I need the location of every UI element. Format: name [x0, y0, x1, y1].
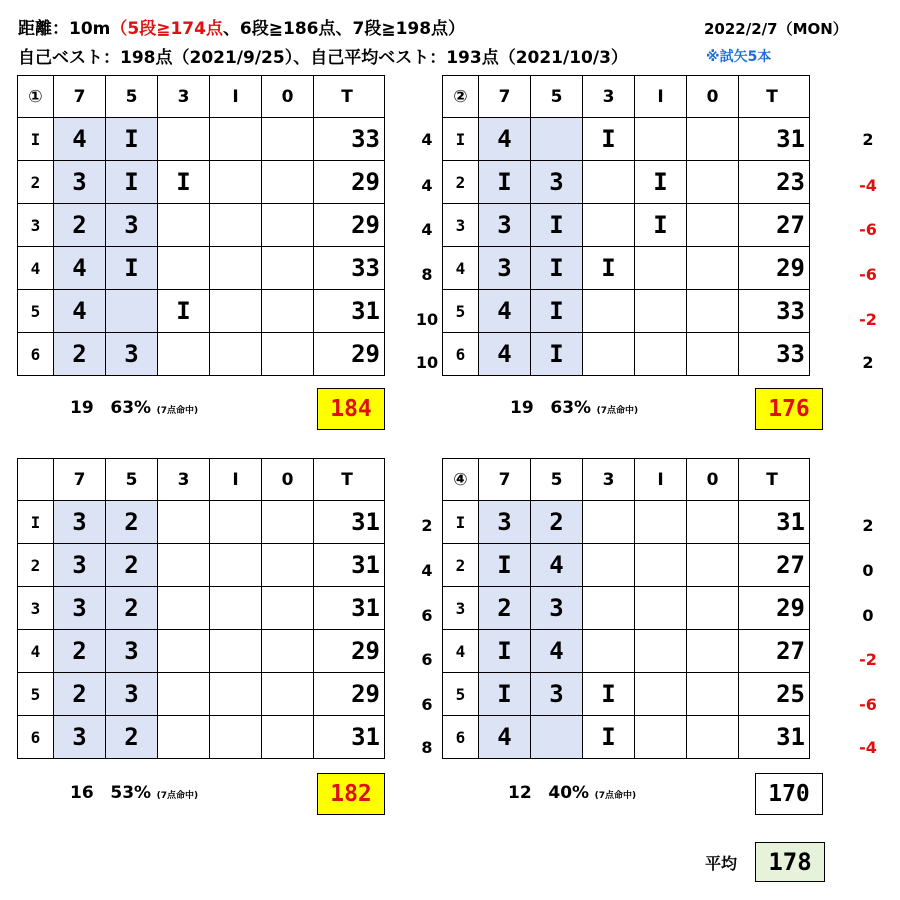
col-3: 3 — [583, 459, 635, 501]
count-3 — [158, 501, 210, 544]
count-0 — [262, 247, 314, 290]
end-number: 6 — [443, 333, 479, 376]
count-0 — [687, 290, 739, 333]
count-7: 3 — [54, 587, 106, 630]
count-1 — [635, 587, 687, 630]
count-0 — [262, 161, 314, 204]
count-1 — [210, 544, 262, 587]
side-note: 4 — [421, 561, 433, 580]
end-number: 5 — [18, 673, 54, 716]
col-5: 5 — [106, 76, 158, 118]
count-5: I — [531, 290, 583, 333]
col-1: I — [210, 459, 262, 501]
count-0 — [262, 673, 314, 716]
count-1 — [210, 161, 262, 204]
table-row — [443, 290, 810, 333]
table-row — [18, 118, 385, 161]
table-row — [443, 544, 810, 587]
count-3: I — [583, 118, 635, 161]
side-note: 6 — [421, 695, 433, 714]
table-row — [443, 630, 810, 673]
count-3: I — [158, 290, 210, 333]
table-row — [443, 716, 810, 759]
score-sheet-4 — [442, 458, 810, 759]
count-3: I — [583, 716, 635, 759]
score-table-4 — [442, 458, 810, 759]
table-header-row — [443, 459, 810, 501]
col-total: T — [739, 459, 810, 501]
table-header-row — [443, 76, 810, 118]
col-0: 0 — [262, 459, 314, 501]
count-3 — [583, 204, 635, 247]
count-5: I — [106, 161, 158, 204]
count-5: 3 — [106, 630, 158, 673]
end-total: 33 — [739, 333, 810, 376]
sheet-total-2: 176 — [755, 388, 823, 430]
count-5: 3 — [531, 161, 583, 204]
side-note: 4 — [421, 176, 433, 195]
count-0 — [262, 333, 314, 376]
side-note: 4 — [421, 220, 433, 239]
hit-summary-3 — [70, 783, 198, 803]
count-3 — [158, 587, 210, 630]
end-number: 5 — [18, 290, 54, 333]
count-7: 2 — [54, 204, 106, 247]
end-total: 27 — [739, 204, 810, 247]
count-5: I — [531, 247, 583, 290]
sheet-total-3: 182 — [317, 773, 385, 815]
end-total: 31 — [739, 501, 810, 544]
end-number: 5 — [443, 290, 479, 333]
col-0: 0 — [687, 76, 739, 118]
table-row — [18, 333, 385, 376]
count-0 — [687, 587, 739, 630]
end-number: I — [443, 501, 479, 544]
count-1 — [210, 630, 262, 673]
count-1 — [635, 290, 687, 333]
table-row — [443, 673, 810, 716]
count-5: 2 — [106, 544, 158, 587]
hit-percent: 63% — [110, 398, 152, 418]
count-5: 3 — [106, 204, 158, 247]
end-number: 3 — [443, 204, 479, 247]
table-row — [18, 673, 385, 716]
hit-note: (7点命中) — [156, 406, 199, 416]
end-number: 2 — [443, 544, 479, 587]
side-note: 2 — [421, 516, 433, 535]
table-row — [18, 204, 385, 247]
end-number: 2 — [18, 161, 54, 204]
count-0 — [262, 501, 314, 544]
count-0 — [687, 333, 739, 376]
side-note: 4 — [421, 130, 433, 149]
hit-count: 19 — [70, 398, 94, 418]
end-number: I — [18, 118, 54, 161]
count-7: 2 — [54, 673, 106, 716]
col-7: 7 — [54, 459, 106, 501]
end-total: 29 — [314, 630, 385, 673]
count-0 — [687, 501, 739, 544]
end-number: 3 — [18, 204, 54, 247]
end-total: 33 — [314, 247, 385, 290]
col-5: 5 — [531, 76, 583, 118]
end-number: 4 — [18, 630, 54, 673]
count-7: 4 — [54, 247, 106, 290]
end-total: 31 — [314, 290, 385, 333]
diff-value: 2 — [862, 130, 874, 149]
count-7: 4 — [54, 290, 106, 333]
count-1 — [210, 333, 262, 376]
count-5: 3 — [106, 673, 158, 716]
hit-count: 19 — [510, 398, 534, 418]
diff-value: -6 — [859, 695, 877, 714]
end-number: 2 — [443, 161, 479, 204]
count-0 — [687, 673, 739, 716]
count-0 — [687, 118, 739, 161]
end-number: 4 — [443, 247, 479, 290]
count-7: 4 — [479, 118, 531, 161]
count-1 — [210, 716, 262, 759]
side-note: 6 — [421, 606, 433, 625]
table-row — [18, 544, 385, 587]
col-1: I — [635, 76, 687, 118]
col-7: 7 — [479, 459, 531, 501]
end-total: 31 — [739, 118, 810, 161]
count-1 — [635, 544, 687, 587]
count-7: 3 — [479, 501, 531, 544]
count-7: I — [479, 673, 531, 716]
count-5: 2 — [106, 587, 158, 630]
count-3 — [158, 630, 210, 673]
count-3 — [583, 333, 635, 376]
round-marker — [18, 459, 54, 501]
count-3 — [158, 673, 210, 716]
count-3 — [583, 544, 635, 587]
end-total: 31 — [314, 587, 385, 630]
count-3 — [158, 716, 210, 759]
diff-value: -2 — [859, 650, 877, 669]
hit-summary-4 — [508, 783, 636, 803]
end-total: 27 — [739, 630, 810, 673]
count-0 — [687, 630, 739, 673]
grade-thresholds: 、6段≧186点、7段≧198点） — [222, 19, 466, 39]
table-row — [443, 501, 810, 544]
hit-note: (7点命中) — [156, 791, 199, 801]
end-total: 27 — [739, 544, 810, 587]
count-7: I — [479, 630, 531, 673]
col-7: 7 — [479, 76, 531, 118]
side-note: 6 — [421, 650, 433, 669]
diff-value: 0 — [862, 606, 874, 625]
table-row — [443, 587, 810, 630]
table-row — [443, 247, 810, 290]
round-marker: ① — [18, 76, 54, 118]
end-total: 29 — [314, 673, 385, 716]
end-number: 5 — [443, 673, 479, 716]
col-total: T — [314, 459, 385, 501]
end-total: 33 — [739, 290, 810, 333]
count-3 — [158, 544, 210, 587]
count-7: I — [479, 161, 531, 204]
count-5: 2 — [531, 501, 583, 544]
count-3 — [583, 501, 635, 544]
count-0 — [262, 587, 314, 630]
table-row — [443, 118, 810, 161]
count-0 — [687, 716, 739, 759]
table-row — [18, 716, 385, 759]
end-number: I — [18, 501, 54, 544]
count-1 — [210, 587, 262, 630]
count-7: 3 — [54, 544, 106, 587]
score-sheet-3 — [17, 458, 385, 759]
count-0 — [687, 247, 739, 290]
count-3 — [158, 118, 210, 161]
average-value: 178 — [755, 842, 825, 882]
count-3 — [583, 161, 635, 204]
end-number: 3 — [443, 587, 479, 630]
count-1 — [210, 118, 262, 161]
side-note: 8 — [421, 265, 433, 284]
count-7: 3 — [479, 247, 531, 290]
end-number: 6 — [18, 716, 54, 759]
hit-percent: 40% — [548, 783, 590, 803]
score-sheet-2 — [442, 75, 810, 376]
count-7: 4 — [54, 118, 106, 161]
count-5 — [106, 290, 158, 333]
hit-note: (7点命中) — [594, 791, 637, 801]
end-total: 31 — [314, 716, 385, 759]
count-3 — [158, 204, 210, 247]
count-1 — [210, 501, 262, 544]
end-total: 29 — [314, 204, 385, 247]
table-row — [443, 333, 810, 376]
table-row — [443, 204, 810, 247]
table-row — [443, 161, 810, 204]
count-0 — [687, 544, 739, 587]
diff-value: -4 — [859, 738, 877, 757]
count-3 — [583, 587, 635, 630]
end-number: 6 — [443, 716, 479, 759]
session-date: 2022/2/7（MON） — [704, 20, 848, 38]
col-3: 3 — [158, 76, 210, 118]
end-number: 3 — [18, 587, 54, 630]
count-5: 3 — [106, 333, 158, 376]
count-1 — [210, 204, 262, 247]
col-5: 5 — [106, 459, 158, 501]
count-0 — [262, 544, 314, 587]
count-3 — [158, 333, 210, 376]
count-5: I — [106, 118, 158, 161]
count-1 — [210, 290, 262, 333]
count-0 — [262, 204, 314, 247]
warmup-note: ※試矢5本 — [706, 49, 772, 65]
end-number: 4 — [18, 247, 54, 290]
count-7: 3 — [54, 716, 106, 759]
end-total: 31 — [314, 544, 385, 587]
count-7: 2 — [54, 333, 106, 376]
diff-value: 2 — [862, 353, 874, 372]
col-3: 3 — [583, 76, 635, 118]
col-total: T — [739, 76, 810, 118]
count-3: I — [583, 673, 635, 716]
diff-value: -6 — [859, 265, 877, 284]
count-3 — [583, 630, 635, 673]
count-5: I — [531, 333, 583, 376]
diff-value: -4 — [859, 176, 877, 195]
count-7: I — [479, 544, 531, 587]
count-0 — [262, 716, 314, 759]
count-3 — [158, 247, 210, 290]
diff-value: 0 — [862, 561, 874, 580]
count-5: 3 — [531, 587, 583, 630]
count-7: 2 — [54, 630, 106, 673]
count-0 — [687, 204, 739, 247]
end-total: 29 — [314, 161, 385, 204]
col-3: 3 — [158, 459, 210, 501]
count-5: 4 — [531, 630, 583, 673]
end-number: 4 — [443, 630, 479, 673]
count-0 — [262, 118, 314, 161]
table-row — [18, 290, 385, 333]
hit-percent: 63% — [550, 398, 592, 418]
count-5: 4 — [531, 544, 583, 587]
count-7: 2 — [479, 587, 531, 630]
sheet-total-1: 184 — [317, 388, 385, 430]
diff-value: -2 — [859, 310, 877, 329]
count-5: 3 — [531, 673, 583, 716]
side-note: 10 — [415, 353, 439, 372]
count-3: I — [158, 161, 210, 204]
count-1 — [635, 247, 687, 290]
score-sheet-1 — [17, 75, 385, 376]
count-7: 4 — [479, 333, 531, 376]
end-total: 31 — [314, 501, 385, 544]
count-1 — [210, 673, 262, 716]
distance-line — [18, 14, 465, 39]
score-table-3 — [17, 458, 385, 759]
hit-count: 12 — [508, 783, 532, 803]
count-7: 4 — [479, 716, 531, 759]
end-number: I — [443, 118, 479, 161]
round-marker: ② — [443, 76, 479, 118]
count-5 — [531, 118, 583, 161]
sheet-total-4: 170 — [755, 773, 823, 815]
end-number: 6 — [18, 333, 54, 376]
count-5: 2 — [106, 501, 158, 544]
col-7: 7 — [54, 76, 106, 118]
count-7: 3 — [54, 501, 106, 544]
count-1 — [635, 716, 687, 759]
count-0 — [262, 630, 314, 673]
col-0: 0 — [262, 76, 314, 118]
personal-best-line: 自己ベスト：198点（2021/9/25）、自己平均ベスト：193点（2021/10/3） — [18, 48, 628, 68]
count-1 — [635, 501, 687, 544]
table-row — [18, 247, 385, 290]
count-0 — [687, 161, 739, 204]
table-header-row — [18, 459, 385, 501]
count-7: 3 — [54, 161, 106, 204]
end-number: 2 — [18, 544, 54, 587]
col-1: I — [635, 459, 687, 501]
count-0 — [262, 290, 314, 333]
hit-summary-1 — [70, 398, 198, 418]
side-note: 8 — [421, 738, 433, 757]
end-total: 29 — [739, 247, 810, 290]
table-row — [18, 501, 385, 544]
col-1: I — [210, 76, 262, 118]
count-7: 4 — [479, 290, 531, 333]
count-5: I — [106, 247, 158, 290]
count-1 — [635, 630, 687, 673]
end-total: 29 — [314, 333, 385, 376]
count-1 — [635, 118, 687, 161]
count-1: I — [635, 204, 687, 247]
end-total: 23 — [739, 161, 810, 204]
end-total: 31 — [739, 716, 810, 759]
round-marker: ④ — [443, 459, 479, 501]
side-note: 10 — [415, 310, 439, 329]
average-label: 平均 — [705, 854, 738, 873]
table-row — [18, 630, 385, 673]
count-5 — [531, 716, 583, 759]
score-table-2 — [442, 75, 810, 376]
grade-5-threshold: （5段≧174点 — [110, 19, 223, 39]
count-3: I — [583, 247, 635, 290]
diff-value: -6 — [859, 220, 877, 239]
hit-summary-2 — [510, 398, 638, 418]
count-5: 2 — [106, 716, 158, 759]
count-1: I — [635, 161, 687, 204]
table-row — [18, 587, 385, 630]
score-table-1 — [17, 75, 385, 376]
count-1 — [635, 333, 687, 376]
hit-percent: 53% — [110, 783, 152, 803]
col-5: 5 — [531, 459, 583, 501]
col-0: 0 — [687, 459, 739, 501]
distance-label: 距離：10m — [18, 19, 111, 39]
diff-value: 2 — [862, 516, 874, 535]
count-3 — [583, 290, 635, 333]
count-1 — [210, 247, 262, 290]
count-1 — [635, 673, 687, 716]
hit-count: 16 — [70, 783, 94, 803]
hit-note: (7点命中) — [596, 406, 639, 416]
col-total: T — [314, 76, 385, 118]
table-header-row — [18, 76, 385, 118]
table-row — [18, 161, 385, 204]
end-total: 25 — [739, 673, 810, 716]
end-total: 33 — [314, 118, 385, 161]
count-7: 3 — [479, 204, 531, 247]
end-total: 29 — [739, 587, 810, 630]
count-5: I — [531, 204, 583, 247]
